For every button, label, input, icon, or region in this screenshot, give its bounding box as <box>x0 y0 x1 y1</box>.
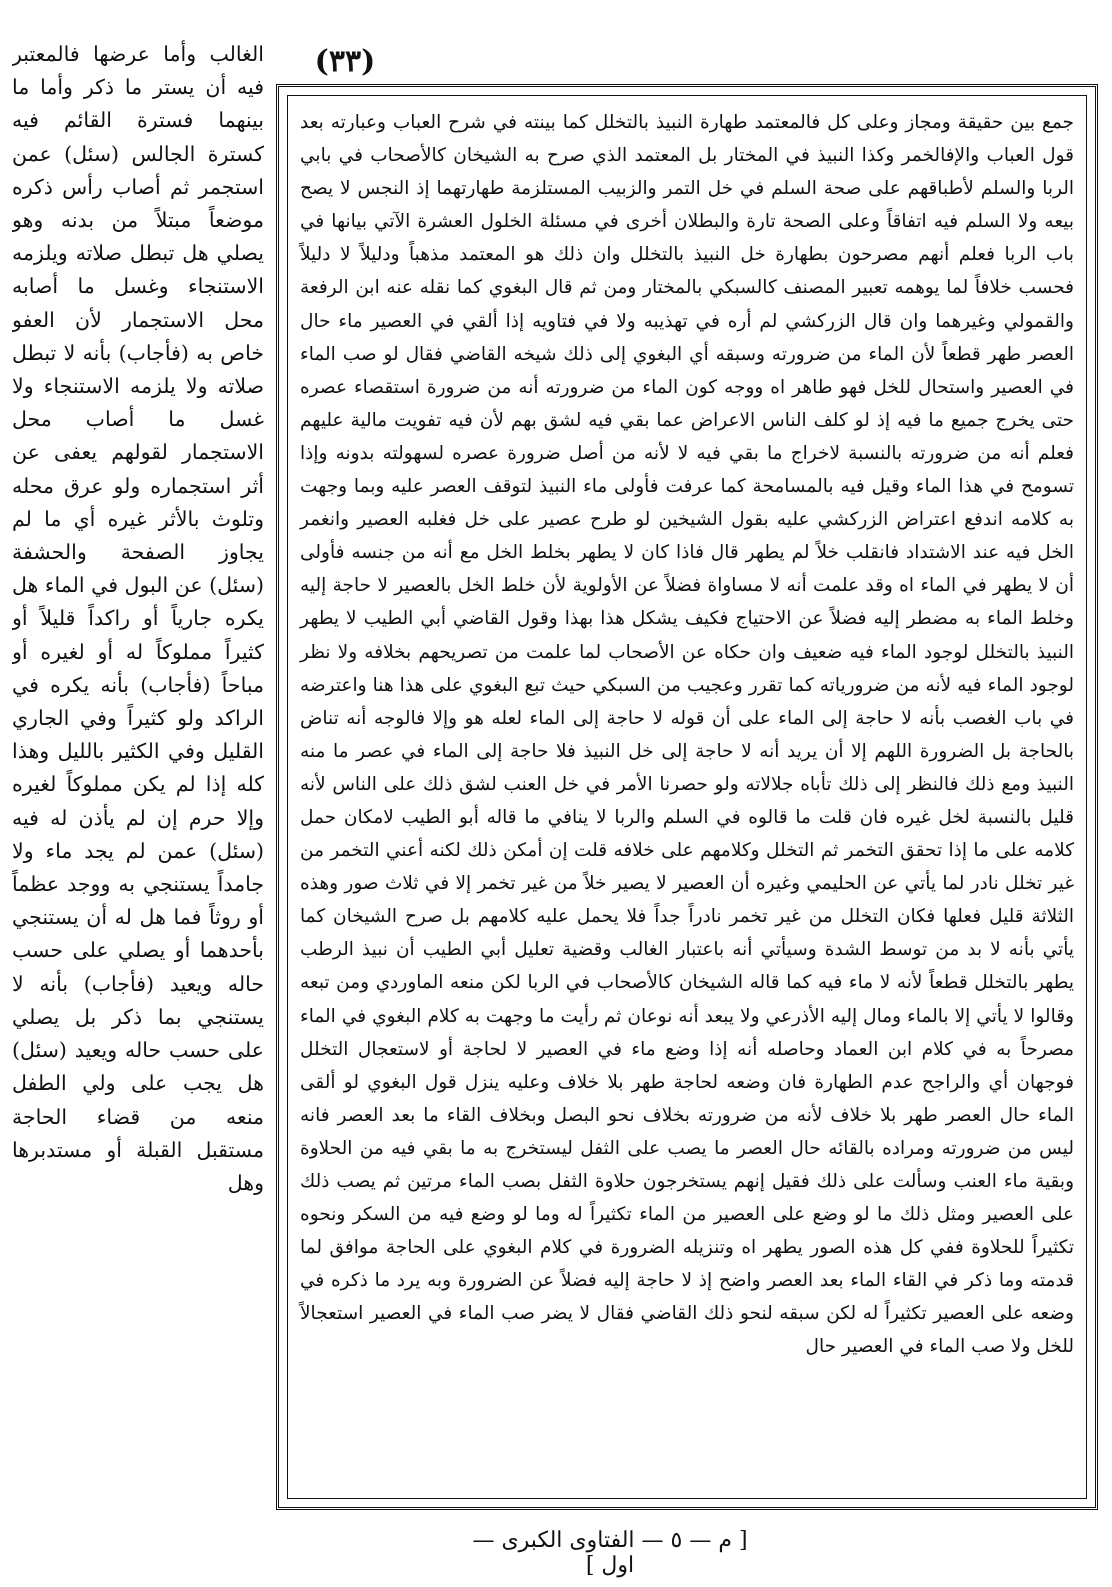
main-text-frame <box>276 84 1098 1510</box>
margin-commentary-column <box>12 38 264 1538</box>
footer-signature: [ م — ٥ — الفتاوى الكبرى — اول ] <box>472 1528 748 1578</box>
main-text-body: جمع بين حقيقة ومجاز وعلى كل فالمعتمد طهارة النبيذ بالتخلل كما بينته في شرح العباب وعبارته بعد قول العباب والإفالخمر وكذا النبيذ في المختار بل المعتمد الذي صرح به الشيخان كالأصحاب في بابي الربا والسلم لأطباقهم على صحة السلم في خل التمر والزبيب المستلزمة طهارتهما إذ النجس لا يصح بيعه ولا السلم فيه اتفاقاً وعلى الصحة تارة والبطلان أخرى في مسئلة الخلول العشرة الآتي بيانها في باب الربا فعلم أنهم مصرحون بطهارة خل النبيذ بالتخلل وان ذلك هو المعتمد مذهباً ودليلاً لا دليلاً فحسب خلافاً لما يوهمه تعبير المصنف كالسبكي بالمختار ومن ثم قال البغوي كما نقله عنه ابن الرفعة والقمولي وغيرهما وان قال الزركشي لم أره في تهذيبه ولا في فتاويه إذا ألقي في العصير ماء حال العصر طهر قطعاً لأن الماء من ضرورته وسبقه أي البغوي إلى ذلك شيخه القاضي فقال لو صب الماء في العصير واستحال للخل فهو طاهر اه ووجه كون الماء من ضرورته أنه من ضرورة استقصاء عصره حتى يخرج جميع ما فيه إذ لو كلف الناس الاعراض عما بقي فيه لشق بهم لأن فيه تفويت مالية عليهم فعلم أنه من ضرورته بالنسبة لاخراج ما بقي فيه لا لأنه من أصل ضرورة عصره لسهولته بدونه وإذا تسومح في هذا الماء وقيل فيه بالمسامحة كما عرفت فأولى ماء النبيذ لتوقف العصر عليه وبما وجهت به كلامه اندفع اعتراض الزركشي عليه بقول الشيخين لو طرح عصير على خل فغلبه العصير وانغمر الخل فيه عند الاشتداد فانقلب خلاً لم يطهر قال فاذا كان لا يطهر بخلط الخل مع أنه من جنسه فأولى أن لا يطهر في الماء اه وقد علمت أنه لا مساواة فضلاً عن الأولوية لأن خلط الخل بالعصير لا حاجة إليه وخلط الماء به مضطر إليه فضلاً عن الاحتياج فكيف يشكل هذا بهذا وقول القاضي أبي الطيب لا يطهر النبيذ بالتخلل لوجود الماء فيه ضعيف وان حكاه عن الأصحاب لما علمت من تصريحهم بخلافه ولا نظر لوجود الماء فيه لأنه من ضرورياته كما تقرر وعجيب من السبكي حيث تبع البغوي على هذا هنا واعترضه في باب الغصب بأنه لا حاجة إلى الماء على أن قوله لا حاجة إلى الماء لعله هو وإلا فالوجه أنه تناض بالحاجة بل الضرورة اللهم إلا أن يريد أنه لا حاجة إلى خل النبيذ فلا حاجة إلى الماء في عصر ما منه النبيذ ومع ذلك فالنظر إلى ذلك تأباه جلالاته ولو حصرنا الأمر في خل العنب لشق ذلك على الناس لأنه قليل بالنسبة لخل غيره فان قلت ما قالوه في السلم والربا لا ينافي ما قاله أبو الطيب لامكان حمل كلامه على ما إذا تحقق التخمر ثم التخلل وكلامهم على خلافه قلت إن أمكن ذلك لكنه أعني التخمر من غير تخلل نادر لما يأتي عن الحليمي وغيره أن العصير لا يصير خلاً من غير تخمر إلا في ثلاث صور وهذه الثلاثة قليل فعلها فكان التخلل من غير تخمر نادراً جداً فلا يحمل عليه كلامهم بل صرح الشيخان كما يأتي بأنه لا بد من توسط الشدة وسيأتي أنه باعتبار الغالب وقضية تعليل أبي الطيب أن نبيذ الرطب يطهر بالتخلل قطعاً لأنه لا ماء فيه كما قاله الشيخان كالأصحاب في الربا لكن منعه الماوردي ومن تبعه وقالوا لا يأتي إلا بالماء ومال إليه الأذرعي ولا يبعد أنه نوعان ثم رأيت ما وجهت به كلام البغوي في الماء مصرحاً به في كلام ابن العماد وحاصله أنه إذا وضع ماء في العصير لا لحاجة أو لاستعجال التخلل فوجهان أي والراجح عدم الطهارة فان وضعه لحاجة طهر بلا خلاف وعليه ينزل قول البغوي لو ألقى الماء حال العصر طهر بلا خلاف لأنه من ضرورته بخلاف نحو البصل وبخلاف القاء ما بعد العصر فانه ليس من ضرورته ومراده بالقائه حال العصر ما يصب على الثفل ليستخرج به ما بقي فيه من الحلاوة وبقية ماء العنب وسألت على ذلك فقيل إنهم يستخرجون حلاوة الثفل بصب الماء مرتين ثم يصب ذلك على العصير ومثل ذلك ما لو وضع على العصير من الماء تكثيراً له وما لو وضع فيه من السكر ونحوه تكثيراً للحلاوة ففي كل هذه الصور يطهر اه وتنزيله الضرورة في كلام البغوي على الحاجة موافق لما قدمته وما ذكر في القاء الماء بعد العصر واضح إذ لا حاجة إليه فضلاً عن الضرورة وبه يرد ما ذكره في وضعه على العصير تكثيراً له لكن سبقه لنحو ذلك القاضي فقال لا يضر صب الماء في العصير استعجالاً للخل ولا صب الماء في العصير حال <box>300 112 1074 1358</box>
main-text-inner-border <box>287 95 1087 1499</box>
page-number: (٣٣) <box>314 44 376 79</box>
margin-text: الغالب وأما عرضها فالمعتبر فيه أن يستر ما ذكر وأما ما بينهما فسترة القائم فيه كسترة الجالس (سئل) عمن استجمر ثم أصاب رأس ذكره موضعاً مبتلاً من بدنه وهو يصلي هل تبطل صلاته ويلزمه الاستنجاء وغسل ما أصابه محل الاستجمار لأن العفو خاص به (فأجاب) بأنه لا تبطل صلاته ولا يلزمه الاستنجاء ولا غسل ما أصاب محل الاستجمار لقولهم يعفى عن أثر استجماره ولو عرق محله وتلوث بالأثر غيره أي ما لم يجاوز الصفحة والحشفة (سئل) عن البول في الماء هل يكره جارياً أو راكداً قليلاً أو كثيراً مملوكاً له أو لغيره أو مباحاً (فأجاب) بأنه يكره في الراكد ولو كثيراً وفي الجاري القليل وفي الكثير بالليل وهذا كله إذا لم يكن مملوكاً لغيره وإلا حرم إن لم يأذن له فيه (سئل) عمن لم يجد ماء ولا جامداً يستنجي به ووجد عظماً أو روثاً فما هل له أن يستنجي بأحدهما أو يصلي على حسب حاله ويعيد (فأجاب) بأنه لا يستنجي بما ذكر بل يصلي على حسب حاله ويعيد (سئل) هل يجب على ولي الطفل منعه من قضاء الحاجة مستقبل القبلة أو مستدبرها وهل <box>12 42 264 1195</box>
